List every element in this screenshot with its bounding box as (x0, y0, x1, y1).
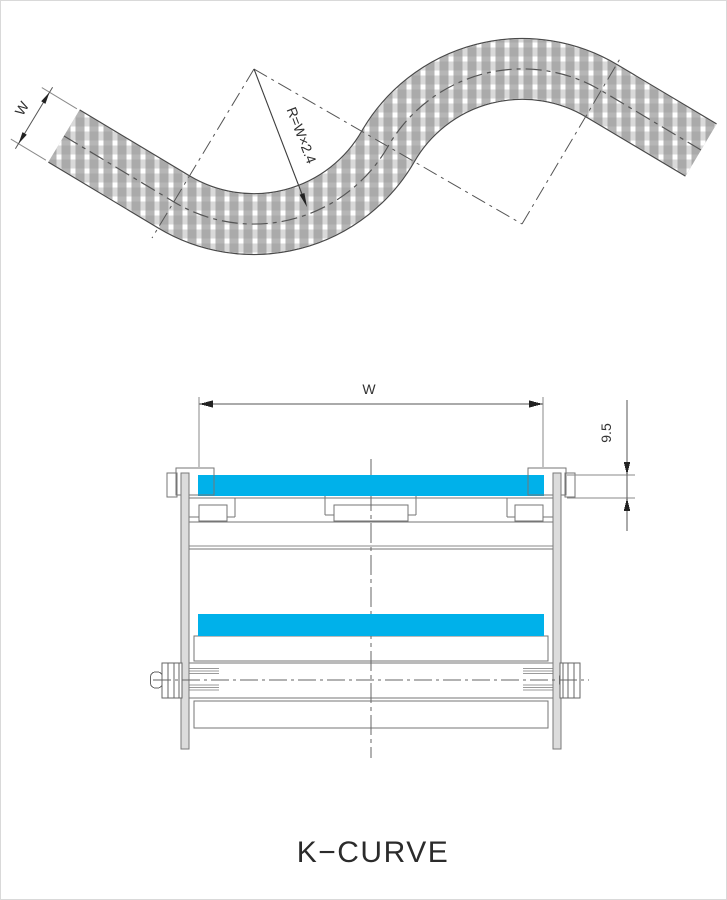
curve-plan-view (11, 57, 701, 238)
cross-section-view (151, 381, 636, 758)
dim-arrowhead (41, 92, 49, 104)
radius-label: R=W×2.4 (283, 104, 320, 166)
plan-width-label: W (11, 98, 32, 119)
side-plate-right (553, 473, 561, 749)
belt-band-pattern (64, 69, 701, 224)
drawing-canvas (1, 1, 727, 900)
extension-line (11, 139, 46, 160)
dim-arrowhead (199, 400, 213, 407)
drawing-caption: K−CURVE (296, 836, 450, 869)
side-plate-left (181, 473, 189, 749)
section-width-label: W (362, 381, 376, 397)
section-width-dimension (199, 381, 543, 467)
dim-arrowhead (624, 462, 631, 475)
guide-block-left (199, 505, 227, 521)
belt-strip-top (198, 475, 544, 496)
thickness-label: 9.5 (598, 423, 614, 443)
thickness-dimension (567, 400, 635, 531)
belt-strip-return (198, 614, 544, 636)
dim-arrowhead (529, 400, 543, 407)
dim-arrowhead (624, 498, 631, 511)
dim-arrowhead (19, 132, 27, 144)
guide-block-right (515, 505, 543, 521)
